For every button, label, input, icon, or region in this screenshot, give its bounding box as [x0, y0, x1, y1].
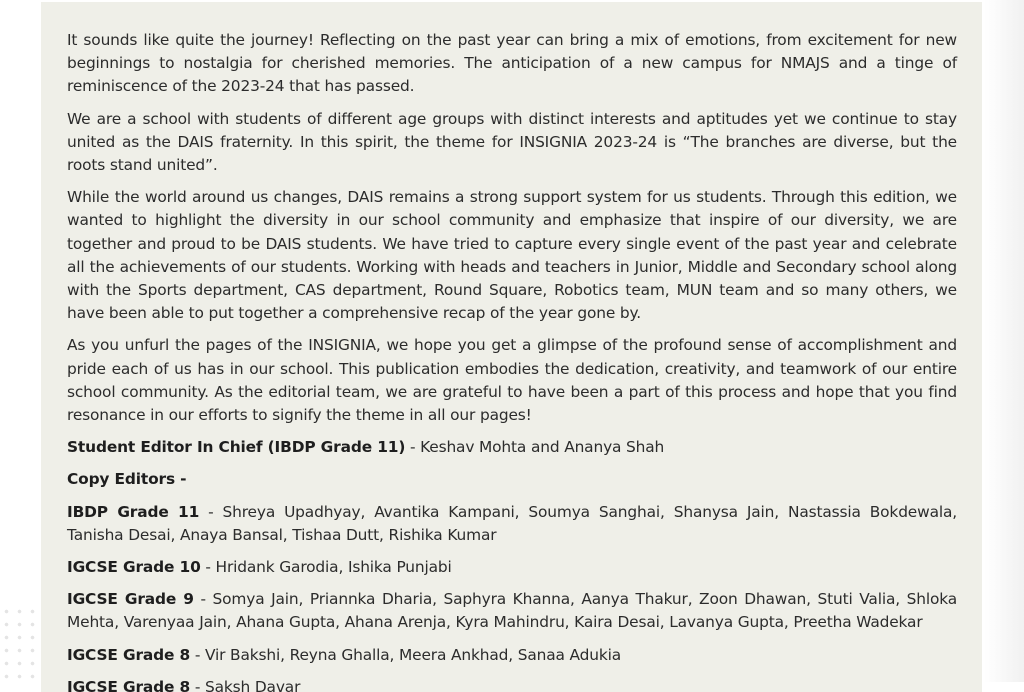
- copy-editors-heading: Copy Editors -: [67, 470, 187, 489]
- grade-line: [67, 644, 957, 667]
- page-edge-shadow: [984, 0, 1024, 682]
- edition-paragraph: While the world around us changes, DAIS remains a strong support system for us students. Through this edition, we wanted to highlight the diversity in our school community and emphasize that inspire of our diversity, we are together and proud to be DAIS students. We have tried to capture every single event of the past year and celebrate all the achievements of our students. Working with heads and teachers in Junior, Middle and Secondary school along with the Sports department, CAS department, Round Square, Robotics team, MUN team and so many others, we have been able to put together a comprehensive recap of the year gone by.: [67, 188, 957, 323]
- grade-line: [67, 501, 957, 547]
- grade-line: [67, 588, 957, 634]
- intro-paragraph: It sounds like quite the journey! Reflecting on the past year can bring a mix of emotions, from excitement for new beginnings to nostalgia for cherished memories. The anticipation of a new campus for NMAJS and a tinge of reminiscence of the 2023-24 that has passed.: [67, 31, 957, 96]
- grade-names: - Saksh Davar: [190, 677, 301, 692]
- editor-in-chief-line: [67, 436, 957, 459]
- grade-names: - Somya Jain, Priannka Dharia, Saphyra Khanna, Aanya Thakur, Zoon Dhawan, Stuti Valia, Shloka Mehta, Varenyaa Jain, Ahana Gupta, Ahana Arenja, Kyra Mahindru, Kaira Desai, Lavanya Gupta, Preetha Wadekar: [67, 590, 958, 632]
- grade-label: IGCSE Grade 8: [67, 677, 191, 692]
- editor-in-chief-names: - Keshav Mohta and Ananya Shah: [405, 438, 665, 457]
- grade-label: IGCSE Grade 8: [67, 645, 191, 664]
- document-page: [41, 2, 982, 692]
- decorative-dot-pattern: [0, 605, 44, 682]
- grade-line: [67, 556, 957, 579]
- editor-in-chief-label: Student Editor In Chief (IBDP Grade 11): [67, 438, 406, 457]
- grade-names: - Shreya Upadhyay, Avantika Kampani, Soumya Sanghai, Shanysa Jain, Nastassia Bokdewala, Tanisha Desai, Anaya Bansal, Tishaa Dutt, Rishika Kumar: [67, 502, 957, 544]
- copy-editors-heading-line: [67, 468, 957, 491]
- grade-label: IGCSE Grade 9: [67, 590, 194, 609]
- grade-names: - Hridank Garodia, Ishika Punjabi: [200, 558, 452, 577]
- document-body: [67, 29, 957, 692]
- grade-names: - Vir Bakshi, Reyna Ghalla, Meera Ankhad, Sanaa Adukia: [190, 645, 622, 664]
- grade-label: IGCSE Grade 10: [67, 558, 201, 577]
- closing-paragraph: As you unfurl the pages of the INSIGNIA, we hope you get a glimpse of the profound sense of accomplishment and pride each of us has in our school. This publication embodies the dedication, creativity, and teamwork of our entire school community. As the editorial team, we are grateful to have been a part of this process and hope that you find resonance in our efforts to signify the theme in all our pages!: [67, 336, 957, 425]
- theme-paragraph: We are a school with students of different age groups with distinct interests and aptitudes yet we continue to stay united as the DAIS fraternity. In this spirit, the theme for INSIGNIA 2023-24 is “The branches are diverse, but the roots stand united”.: [67, 109, 957, 175]
- grade-label: IBDP Grade 11: [67, 502, 200, 521]
- grade-line: [67, 676, 957, 692]
